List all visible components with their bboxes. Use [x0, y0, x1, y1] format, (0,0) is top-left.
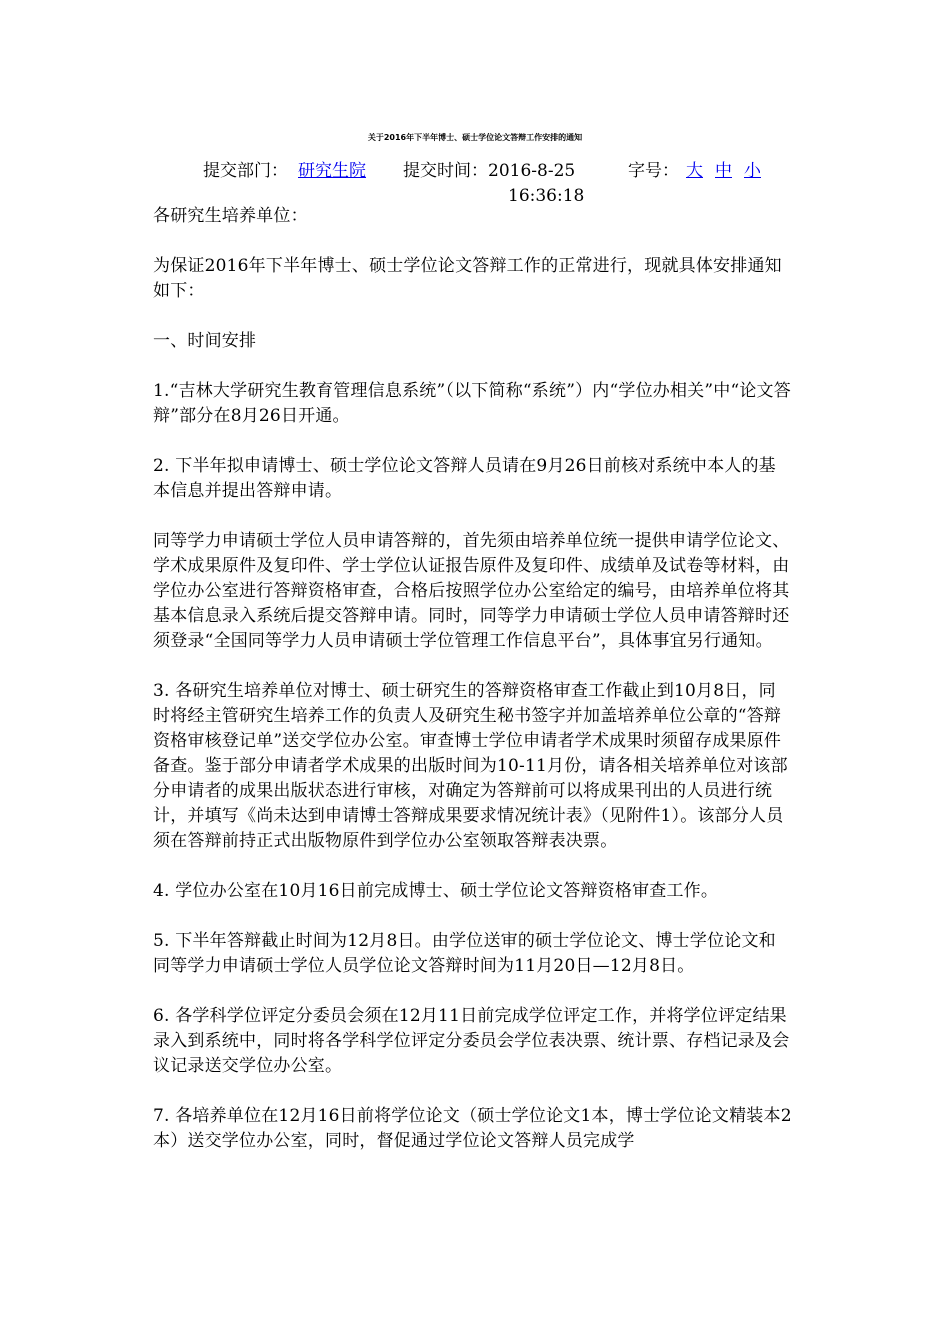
font-size-small-link[interactable]: 小: [744, 161, 761, 181]
font-size-medium-link[interactable]: 中: [715, 161, 732, 181]
intro-paragraph: 为保证2016年下半年博士、硕士学位论文答辩工作的正常进行，现就具体安排通知如下：: [153, 256, 782, 301]
item-3-paragraph: 3. 各研究生培养单位对博士、硕士研究生的答辩资格审查工作截止到10月8日，同时将经主管研究生培养工作的负责人及研究生秘书签字并加盖培养单位公章的“答辩资格审核登记单”送交学位办公室。审查博士学位申请者学术成果时须留存成果原件备查。鉴于部分申请者学术成果的出版时间为10-11月份，请各相关培养单位对该部分申请者的成果出版状态进行审核，对确定为答辩前可以将成果刊出的人员进行统计，并填写《尚未达到申请博士答辩成果要求情况统计表》（见附件1）。该部分人员须在答辩前持正式出版物原件到学位办公室领取答辩表决票。: [153, 681, 788, 851]
dept-label: 提交部门：: [203, 161, 288, 181]
submit-time-value: 16:36:18: [508, 186, 585, 206]
document-title: 关于2016年下半年博士、硕士学位论文答辩工作安排的通知: [367, 133, 583, 142]
item-1-paragraph: 1.“吉林大学研究生教育管理信息系统”（以下简称“系统”）内“学位办相关”中“论文答辩”部分在8月26日开通。: [153, 381, 791, 426]
item-5-paragraph: 5. 下半年答辩截止时间为12月8日。由学位送审的硕士学位论文、博士学位论文和同等学力申请硕士学位人员学位论文答辩时间为11月20日—12月8日。: [153, 931, 776, 976]
font-size-large-link[interactable]: 大: [686, 161, 703, 181]
equivalent-degree-paragraph: 同等学力申请硕士学位人员申请答辩的，首先须由培养单位统一提供申请学位论文、学术成果原件及复印件、学士学位认证报告原件及复印件、成绩单及试卷等材料，由学位办公室进行答辩资格审查，合格后按照学位办公室给定的编号，由培养单位将其基本信息录入系统后提交答辩申请。同时，同等学力申请硕士学位人员申请答辩时还须登录“全国同等学力人员申请硕士学位管理工作信息平台”，具体事宜另行通知。: [153, 531, 790, 651]
item-7-paragraph: 7. 各培养单位在12月16日前将学位论文（硕士学位论文1本，博士学位论文精装本2本）送交学位办公室，同时，督促通过学位论文答辩人员完成学: [153, 1106, 792, 1151]
item-6-paragraph: 6. 各学科学位评定分委员会须在12月11日前完成学位评定工作，并将学位评定结果录入到系统中，同时将各学科学位评定分委员会学位表决票、统计票、存档记录及会议记录送交学位办公室。: [153, 1006, 790, 1076]
section-heading: 一、时间安排: [153, 331, 257, 351]
item-4-paragraph: 4. 学位办公室在10月16日前完成博士、硕士学位论文答辩资格审查工作。: [153, 881, 719, 901]
salutation: 各研究生培养单位：: [153, 206, 308, 226]
submit-time-label: 提交时间：2016-8-25: [403, 161, 576, 181]
font-size-label: 字号：: [628, 161, 679, 181]
document-body: [153, 204, 793, 1179]
dept-link[interactable]: 研究生院: [298, 161, 366, 181]
item-2-paragraph: 2. 下半年拟申请博士、硕士学位论文答辩人员请在9月26日前核对系统中本人的基本信息并提出答辩申请。: [153, 456, 776, 501]
